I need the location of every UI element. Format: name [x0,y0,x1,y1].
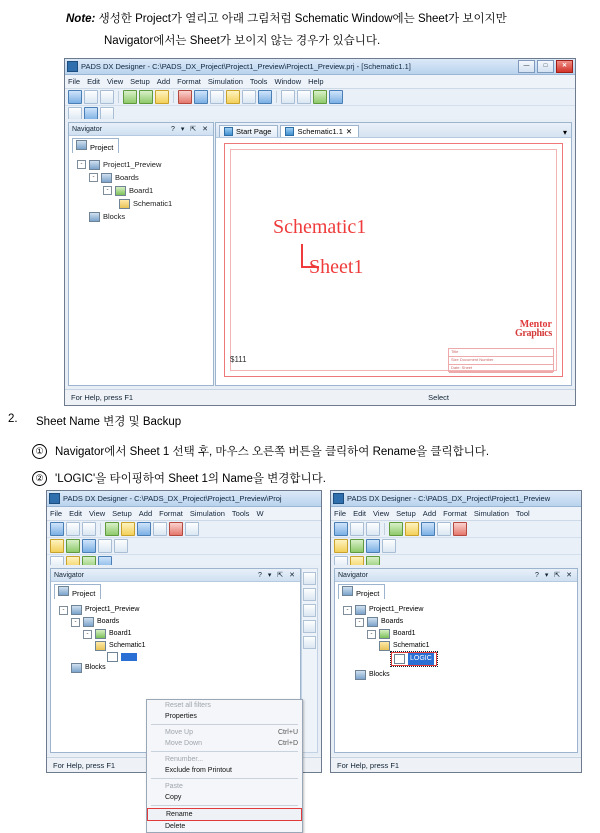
title-block-row: Date: Sheet [449,365,553,373]
tree-item-label: Boards [381,618,404,625]
tree-item-boards[interactable] [71,616,300,628]
context-menu-item-move-up[interactable] [147,727,302,738]
tree-item-board1[interactable] [367,628,577,640]
tree-item-label: Project1_Preview [103,160,162,169]
schematic-text: Schematic1 [273,216,367,238]
navigator-tab-project[interactable] [338,584,385,599]
app-icon [49,493,60,504]
toolbar-add-icon[interactable] [123,90,137,104]
close-button[interactable]: ✕ [556,60,573,73]
toolbar-add-icon[interactable] [105,522,119,536]
toolbar-row-1 [331,521,581,538]
menu-file[interactable]: File [334,509,347,518]
schematic-icon [379,641,390,651]
side-tool-icon[interactable] [303,604,316,617]
toolbar-paste-icon[interactable] [242,90,256,104]
figure-renamed-window [330,490,582,773]
expand-toggle-icon[interactable]: - [355,618,364,627]
book-icon [89,160,100,170]
expand-toggle-icon[interactable]: - [77,160,86,169]
tab-close-icon[interactable]: ✕ [345,127,353,136]
tree-item-schematic1[interactable] [95,640,300,652]
navigator-header [335,569,577,582]
project-icon [76,140,87,150]
tree-item-boards[interactable] [89,171,213,184]
context-menu-item-copy[interactable] [147,792,302,803]
tree-item-label: LOGIC [408,653,434,665]
menu-format[interactable]: Format [177,77,201,86]
toolbar-print-icon[interactable] [281,90,295,104]
tree-item-label: Blocks [369,671,390,678]
menu-view[interactable]: View [89,509,106,518]
menu-help[interactable]: Help [308,77,324,86]
navigator-header [69,123,213,136]
side-tool-icon[interactable] [303,572,316,585]
toolbar-delete-icon[interactable] [169,522,183,536]
toolbar-row-1 [47,521,321,538]
expand-toggle-icon[interactable]: - [367,630,376,639]
tab-start-page[interactable] [219,125,278,137]
status-help-text: For Help, press F1 [337,760,400,770]
tree-item-label: Schematic1 [133,199,173,208]
sheet-corner-text: $111 [230,355,247,364]
expand-toggle-icon[interactable]: - [103,186,112,195]
tree-item-project[interactable] [59,604,300,616]
schematic-icon [95,641,106,651]
toolbar-delete-icon[interactable] [453,522,467,536]
logo-line-1: Mentor [519,319,552,330]
side-toolbar [301,568,318,753]
window-title: PADS DX Designer - C:\PADS_DX_Project\Project1_Preview\Project1_Preview.prj - [Schematic1.1] [81,62,411,71]
toolbar-separator [173,91,174,103]
toolbar-redo-icon[interactable] [313,90,327,104]
menu-format[interactable]: Format [159,509,183,518]
context-menu [146,699,303,833]
note-line-2: Navigator에서는 Sheet가 보이지 않는 경우가 있습니다. [104,35,381,47]
menu-edit[interactable]: Edit [87,77,101,86]
menu-add[interactable]: Add [138,509,153,518]
note-line-1: 생성한 Project가 열리고 아래 그림처럼 Schematic Window에는 Sheet가 보이지만 [98,13,507,25]
toolbar-net-icon[interactable] [121,522,135,536]
window-titlebar [47,491,321,507]
context-menu-item-renumber[interactable] [147,754,302,765]
menu-add[interactable]: Add [422,509,437,518]
book-icon [89,212,100,222]
status-bar [65,389,575,405]
tree-item-label: Boards [115,173,139,182]
toolbar-new-icon[interactable] [50,522,64,536]
toolbar-separator [276,91,277,103]
tree-item-schematic1[interactable] [119,197,213,210]
menu-item-label: Reset all filters [165,702,211,709]
menu-item-label: Paste [165,783,183,790]
expand-toggle-icon[interactable]: - [89,173,98,182]
tree-item-label: Project1_Preview [85,606,140,613]
menu-item-label: Exclude from Printout [165,767,232,774]
menu-separator [151,751,298,752]
toolbar-new-icon[interactable] [334,522,348,536]
status-bar [331,757,581,772]
tree-item-blocks[interactable] [355,669,577,681]
menu-edit[interactable]: Edit [69,509,83,518]
toolbar-separator [118,91,119,103]
note-paragraph [66,6,576,32]
menu-setup[interactable]: Setup [130,77,150,86]
toolbar-open-icon[interactable] [66,522,80,536]
tab-label: Start Page [236,127,272,136]
menu-separator [151,724,298,725]
schematic-editor [215,122,572,386]
toolbar-zoom-icon[interactable] [421,522,435,536]
toolbar-zoom-icon[interactable] [194,90,208,104]
menu-window[interactable]: W [256,509,264,518]
mentor-logo [515,320,552,338]
menu-separator [151,778,298,779]
step-2-number: 2. [8,413,18,425]
menu-tools[interactable]: Tools [231,509,250,518]
side-tool-icon[interactable] [303,636,316,649]
toolbar-new-icon[interactable] [68,90,82,104]
context-menu-item-paste[interactable] [147,781,302,792]
navigator-tab-label: Project [90,143,114,152]
menu-separator [151,805,298,806]
toolbar-wire-icon[interactable] [366,539,380,553]
menu-simulation[interactable]: Simulation [207,77,243,86]
menu-view[interactable]: View [373,509,390,518]
logo-line-2: Graphics [514,328,552,339]
navigator-panel [68,122,214,386]
side-tool-icon[interactable] [303,620,316,633]
maximize-button[interactable]: □ [537,60,554,73]
navigator-tab-label: Project [72,589,96,598]
menu-item-label: Renumber... [165,756,204,763]
substep-2 [32,470,326,486]
navigator-controls[interactable]: ? ▾ ⇱ ✕ [535,572,574,579]
toolbar-open-icon[interactable] [84,90,98,104]
figure-main-window [64,58,576,406]
title-block [448,348,554,372]
menu-simulation[interactable]: Simulation [473,509,509,518]
start-page-icon [224,127,233,136]
navigator-tab-label: Project [356,589,380,598]
book-icon [355,670,366,680]
toolbar-add-icon[interactable] [389,522,403,536]
expand-toggle-icon[interactable]: - [343,606,352,615]
toolbar-fit-icon[interactable] [153,522,167,536]
toolbar-save-icon[interactable] [366,522,380,536]
tree-item-boards[interactable] [355,616,577,628]
tree-item-logic-selected[interactable] [391,652,437,666]
workspace [65,119,575,389]
menu-file[interactable]: File [68,77,81,86]
window-title: PADS DX Designer - C:\PADS_DX_Project\Project1_Preview [347,494,551,503]
substep-1 [32,443,489,459]
sheet-icon [394,654,405,664]
toolbar-separator [100,523,101,535]
tree-item-label: Blocks [85,664,106,671]
window-title: PADS DX Designer - C:\PADS_DX_Project\Project1_Preview\Proj [63,494,282,503]
sheet-icon [107,652,118,662]
project-tree [335,601,577,681]
tree-item-sheet1-selected[interactable] [107,652,300,662]
tree-item-label: Board1 [393,630,416,637]
figure-rename-menu-window [46,490,322,830]
navigator-panel [334,568,578,753]
menu-bar [47,507,321,521]
tree-item-label: Project1_Preview [369,606,424,613]
status-mode-text: Select [428,393,449,402]
tree-item-label: Board1 [129,186,154,195]
toolbar-row-2 [47,538,321,555]
menu-file[interactable]: File [50,509,63,518]
tree-item-label: Schematic1 [109,642,146,649]
toolbar-undo-icon[interactable] [297,90,311,104]
window-controls [518,60,573,73]
toolbar-layer-icon[interactable] [50,539,64,553]
tab-overflow-icon[interactable]: ▾ [562,128,567,137]
tree-item-project[interactable] [343,604,577,616]
toolbar-wire-icon[interactable] [82,539,96,553]
menu-item-accelerator: Ctrl+D [277,740,298,747]
toolbar-fit-icon[interactable] [210,90,224,104]
book-icon [101,173,112,183]
menu-simulation[interactable]: Simulation [189,509,225,518]
toolbar-net-icon[interactable] [405,522,419,536]
tree-item-board1[interactable] [103,184,213,197]
toolbar-fit-icon[interactable] [437,522,451,536]
expand-toggle-icon[interactable]: - [83,630,92,639]
menu-item-label: Delete [165,823,186,830]
title-block-row: Title [449,349,553,357]
menu-setup[interactable]: Setup [396,509,416,518]
side-tool-icon[interactable] [303,588,316,601]
board-icon [115,186,126,196]
schematic-tab-icon [285,127,294,136]
navigator-controls[interactable]: ? ▾ ⇱ ✕ [171,126,210,133]
toolbar-grid-icon[interactable] [114,539,128,553]
sheet-inner-border [230,149,557,371]
toolbar-symbol-icon[interactable] [66,539,80,553]
menu-item-label: Move Down [165,740,202,747]
menu-view[interactable]: View [107,77,124,86]
navigator-controls[interactable]: ? ▾ ⇱ ✕ [258,572,297,579]
tree-item-board1[interactable] [83,628,300,640]
toolbar-zoom-icon[interactable] [137,522,151,536]
menu-format[interactable]: Format [443,509,467,518]
toolbar-open-icon[interactable] [350,522,364,536]
tree-item-blocks[interactable] [71,662,300,674]
tree-item-label: Schematic1 [393,642,430,649]
substep-2-text: 'LOGIC'을 타이핑하여 Sheet 1의 Name을 변경합니다. [55,473,326,485]
toolbar-copy-icon[interactable] [226,90,240,104]
board-icon [379,629,390,639]
toolbar-text-icon[interactable] [382,539,396,553]
tree-item-schematic1[interactable] [379,640,577,652]
status-help-text: For Help, press F1 [53,760,116,770]
sheet-text: Sheet1 [309,256,364,278]
tab-schematic1-1[interactable] [280,125,359,137]
context-menu-item-exclude-from-printout[interactable] [147,765,302,776]
book-icon [83,617,94,627]
project-icon [342,586,353,596]
tree-item-label [121,653,137,661]
navigator-header [51,569,300,582]
tree-item-blocks[interactable] [89,210,213,223]
board-icon [95,629,106,639]
project-tree [51,601,300,674]
toolbar-sim-icon[interactable] [329,90,343,104]
context-menu-item-rename[interactable] [147,808,302,821]
menu-edit[interactable]: Edit [353,509,367,518]
menu-tools[interactable]: Tools [249,77,268,86]
tree-item-project[interactable] [77,158,213,171]
workspace [331,565,581,756]
menu-item-label: Properties [165,713,197,720]
tree-item-label: Boards [97,618,120,625]
book-icon [355,605,366,615]
window-titlebar [65,59,575,75]
toolbar-text-icon[interactable] [98,539,112,553]
book-icon [71,605,82,615]
title-block-row: Size Document Number [449,357,553,365]
menu-item-label: Copy [165,794,182,801]
menu-item-accelerator: Ctrl+U [277,729,298,736]
toolbar-row-2 [331,538,581,555]
expand-toggle-icon[interactable]: - [71,618,80,627]
toolbar-save-icon[interactable] [82,522,96,536]
project-icon [58,586,69,596]
substep-1-text: Navigator에서 Sheet 1 선택 후, 마우스 오른쪽 버튼을 클릭하여 Rename을 클릭합니다. [55,446,490,458]
book-icon [367,617,378,627]
note-label: Note: [66,13,96,25]
tree-item-label: Blocks [103,212,126,221]
tree-item-label: Board1 [109,630,132,637]
navigator-tab-project[interactable] [54,584,101,599]
toolbar-find-icon[interactable] [258,90,272,104]
menu-setup[interactable]: Setup [112,509,132,518]
toolbar-save-icon[interactable] [100,90,114,104]
menu-window[interactable]: Window [274,77,302,86]
schematic-icon [119,199,130,209]
navigator-title: Navigator [54,571,84,579]
substep-1-marker: ① [32,444,47,459]
substep-2-marker: ② [32,471,47,486]
menu-add[interactable]: Add [156,77,171,86]
tab-label: Schematic1.1 [297,127,343,136]
toolbar-component-icon[interactable] [139,90,153,104]
navigator-title: Navigator [338,571,368,579]
context-menu-item-reset-filters[interactable] [147,700,302,711]
context-menu-item-move-down[interactable] [147,738,302,749]
menu-tools[interactable]: Tool [515,509,530,518]
toolbar-symbol-icon[interactable] [350,539,364,553]
navigator-title: Navigator [72,125,102,133]
toolbar-row-1 [65,89,575,106]
toolbar-layer-icon[interactable] [334,539,348,553]
sheet-border [224,143,563,377]
step-2-text: Sheet Name 변경 및 Backup [36,416,182,428]
status-help-text: For Help, press F1 [71,393,134,402]
toolbar-delete-icon[interactable] [178,90,192,104]
window-titlebar [331,491,581,507]
app-icon [67,61,78,72]
toolbar-separator [384,523,385,535]
book-icon [71,663,82,673]
app-icon [333,493,344,504]
context-menu-item-properties[interactable] [147,711,302,722]
minimize-button[interactable]: — [518,60,535,73]
menu-bar [65,75,575,89]
project-tree [69,155,213,223]
document-tab-row [216,123,571,138]
menu-item-label: Rename [166,811,193,818]
navigator-tab-project[interactable] [72,138,119,153]
menu-bar [331,507,581,521]
expand-toggle-icon[interactable]: - [59,606,68,615]
menu-item-label: Move Up [165,729,194,736]
toolbar-print-icon[interactable] [185,522,199,536]
toolbar-net-icon[interactable] [155,90,169,104]
